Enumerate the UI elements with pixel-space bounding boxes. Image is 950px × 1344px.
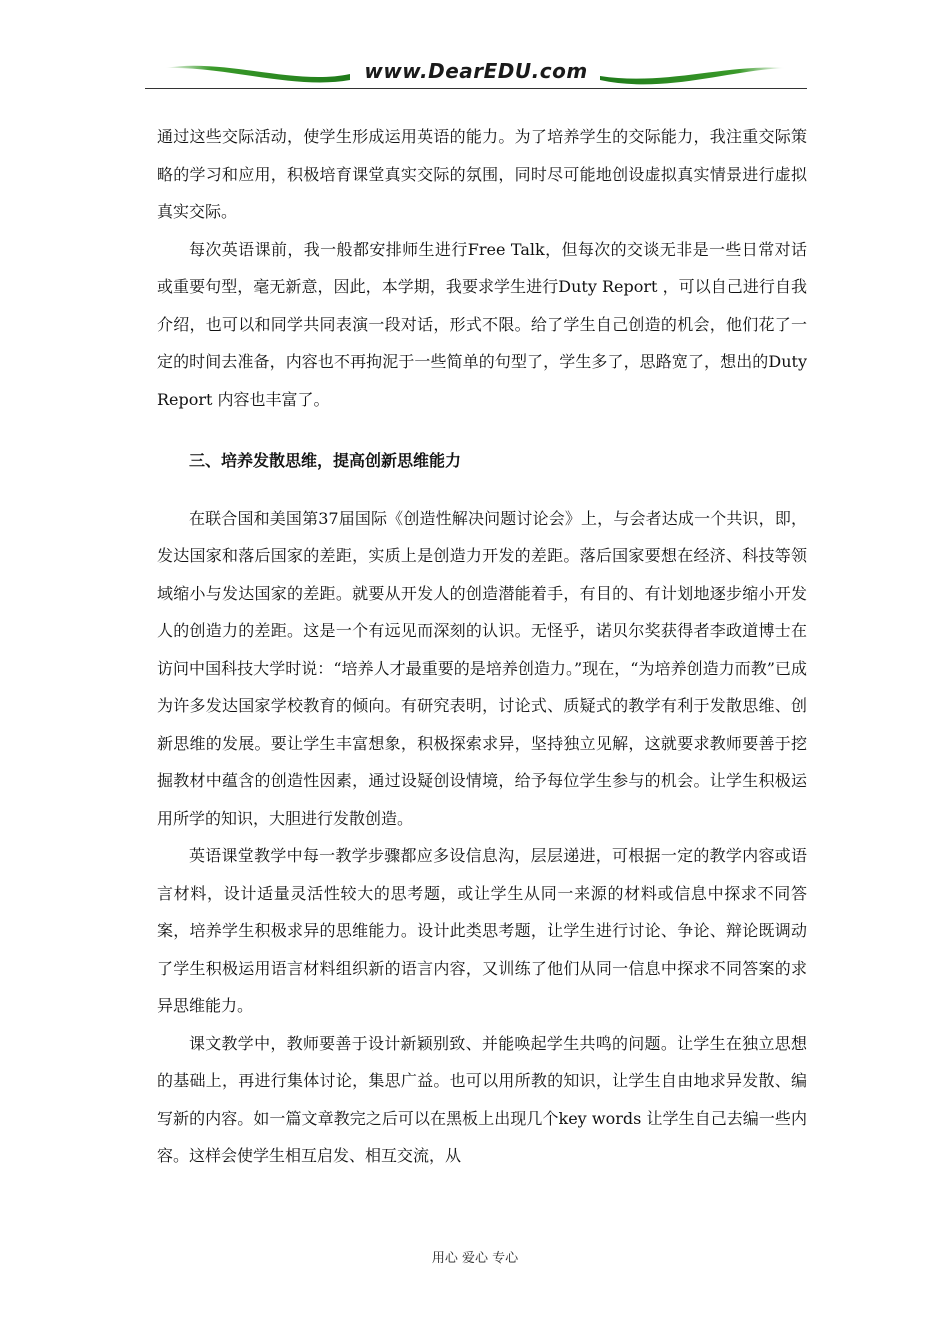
paragraph-2: 每次英语课前，我一般都安排师生进行Free Talk，但每次的交谈无非是一些日常对话或重要句型，毫无新意，因此，本学期，我要求学生进行Duty Report ，可以自己进行自我介绍，也可以和同学共同表演一段对话，形式不限。给了学生自己创造的机会，他们花了一定的时间去准备，内容也不再拘泥于一些简单的句型了，学生多了，思路宽了，想出的Duty Report 内容也丰富了。 [157,239,807,409]
paragraph-5: 课文教学中，教师要善于设计新颖别致、并能唤起学生共鸣的问题。让学生在独立思想的基础上，再进行集体讨论，集思广益。也可以用所教的知识，让学生自由地求异发散、编写新的内容。如一篇文章教完之后可以在黑板上出现几个key words 让学生自己去编一些内容。这样会使学生相互启发、相互交流，从 [157,1033,807,1165]
header-divider [145,88,807,89]
page-footer: 用心 爱心 专心 [431,1251,519,1266]
paragraph-3: 在联合国和美国第37届国际《创造性解决问题讨论会》上，与会者达成一个共识，即，发达国家和落后国家的差距，实质上是创造力开发的差距。落后国家要想在经济、科技等领域缩小与发达国家的差距。就要从开发人的创造潜能着手，有目的、有计划地逐步缩小开发人的创造力的差距。这是一个有远见而深刻的认识。无怪乎，诺贝尔奖获得者李政道博士在访问中国科技大学时说：“培养人才最重要的是培养创造力。”现在，“为培养创造力而教”已成为许多发达国家学校教育的倾向。有研究表明，讨论式、质疑式的教学有利于发散思维、创新思维的发展。要让学生丰富想象，积极探索求异，坚持独立见解，这就要求教师要善于挖掘教材中蕴含的创造性因素，通过设疑创设情境，给予每位学生参与的机会。让学生积极运用所学的知识，大胆进行发散创造。 [157,508,807,828]
paragraph-4: 英语课堂教学中每一教学步骤都应多设信息沟，层层递进，可根据一定的教学内容或语言材料，设计适量灵活性较大的思考题，或让学生从同一来源的材料或信息中探求不同答案，培养学生积极求异的思维能力。设计此类思考题，让学生进行讨论、争论、辩论既调动了学生积极运用语言材料组织新的语言内容，又训练了他们从同一信息中探求不同答案的求异思维能力。 [157,846,807,1015]
site-url: www.DearEDU.com [364,59,588,83]
document-body [157,118,807,1175]
section-heading: 三、培养发散思维，提高创新思维能力 [189,451,462,470]
paragraph-1: 通过这些交际活动，使学生形成运用英语的能力。为了培养学生的交际能力，我注重交际策略的学习和应用，积极培育课堂真实交际的氛围，同时尽可能地创设虚拟真实情景进行虚拟真实交际。 [157,127,807,221]
site-header [145,56,807,92]
